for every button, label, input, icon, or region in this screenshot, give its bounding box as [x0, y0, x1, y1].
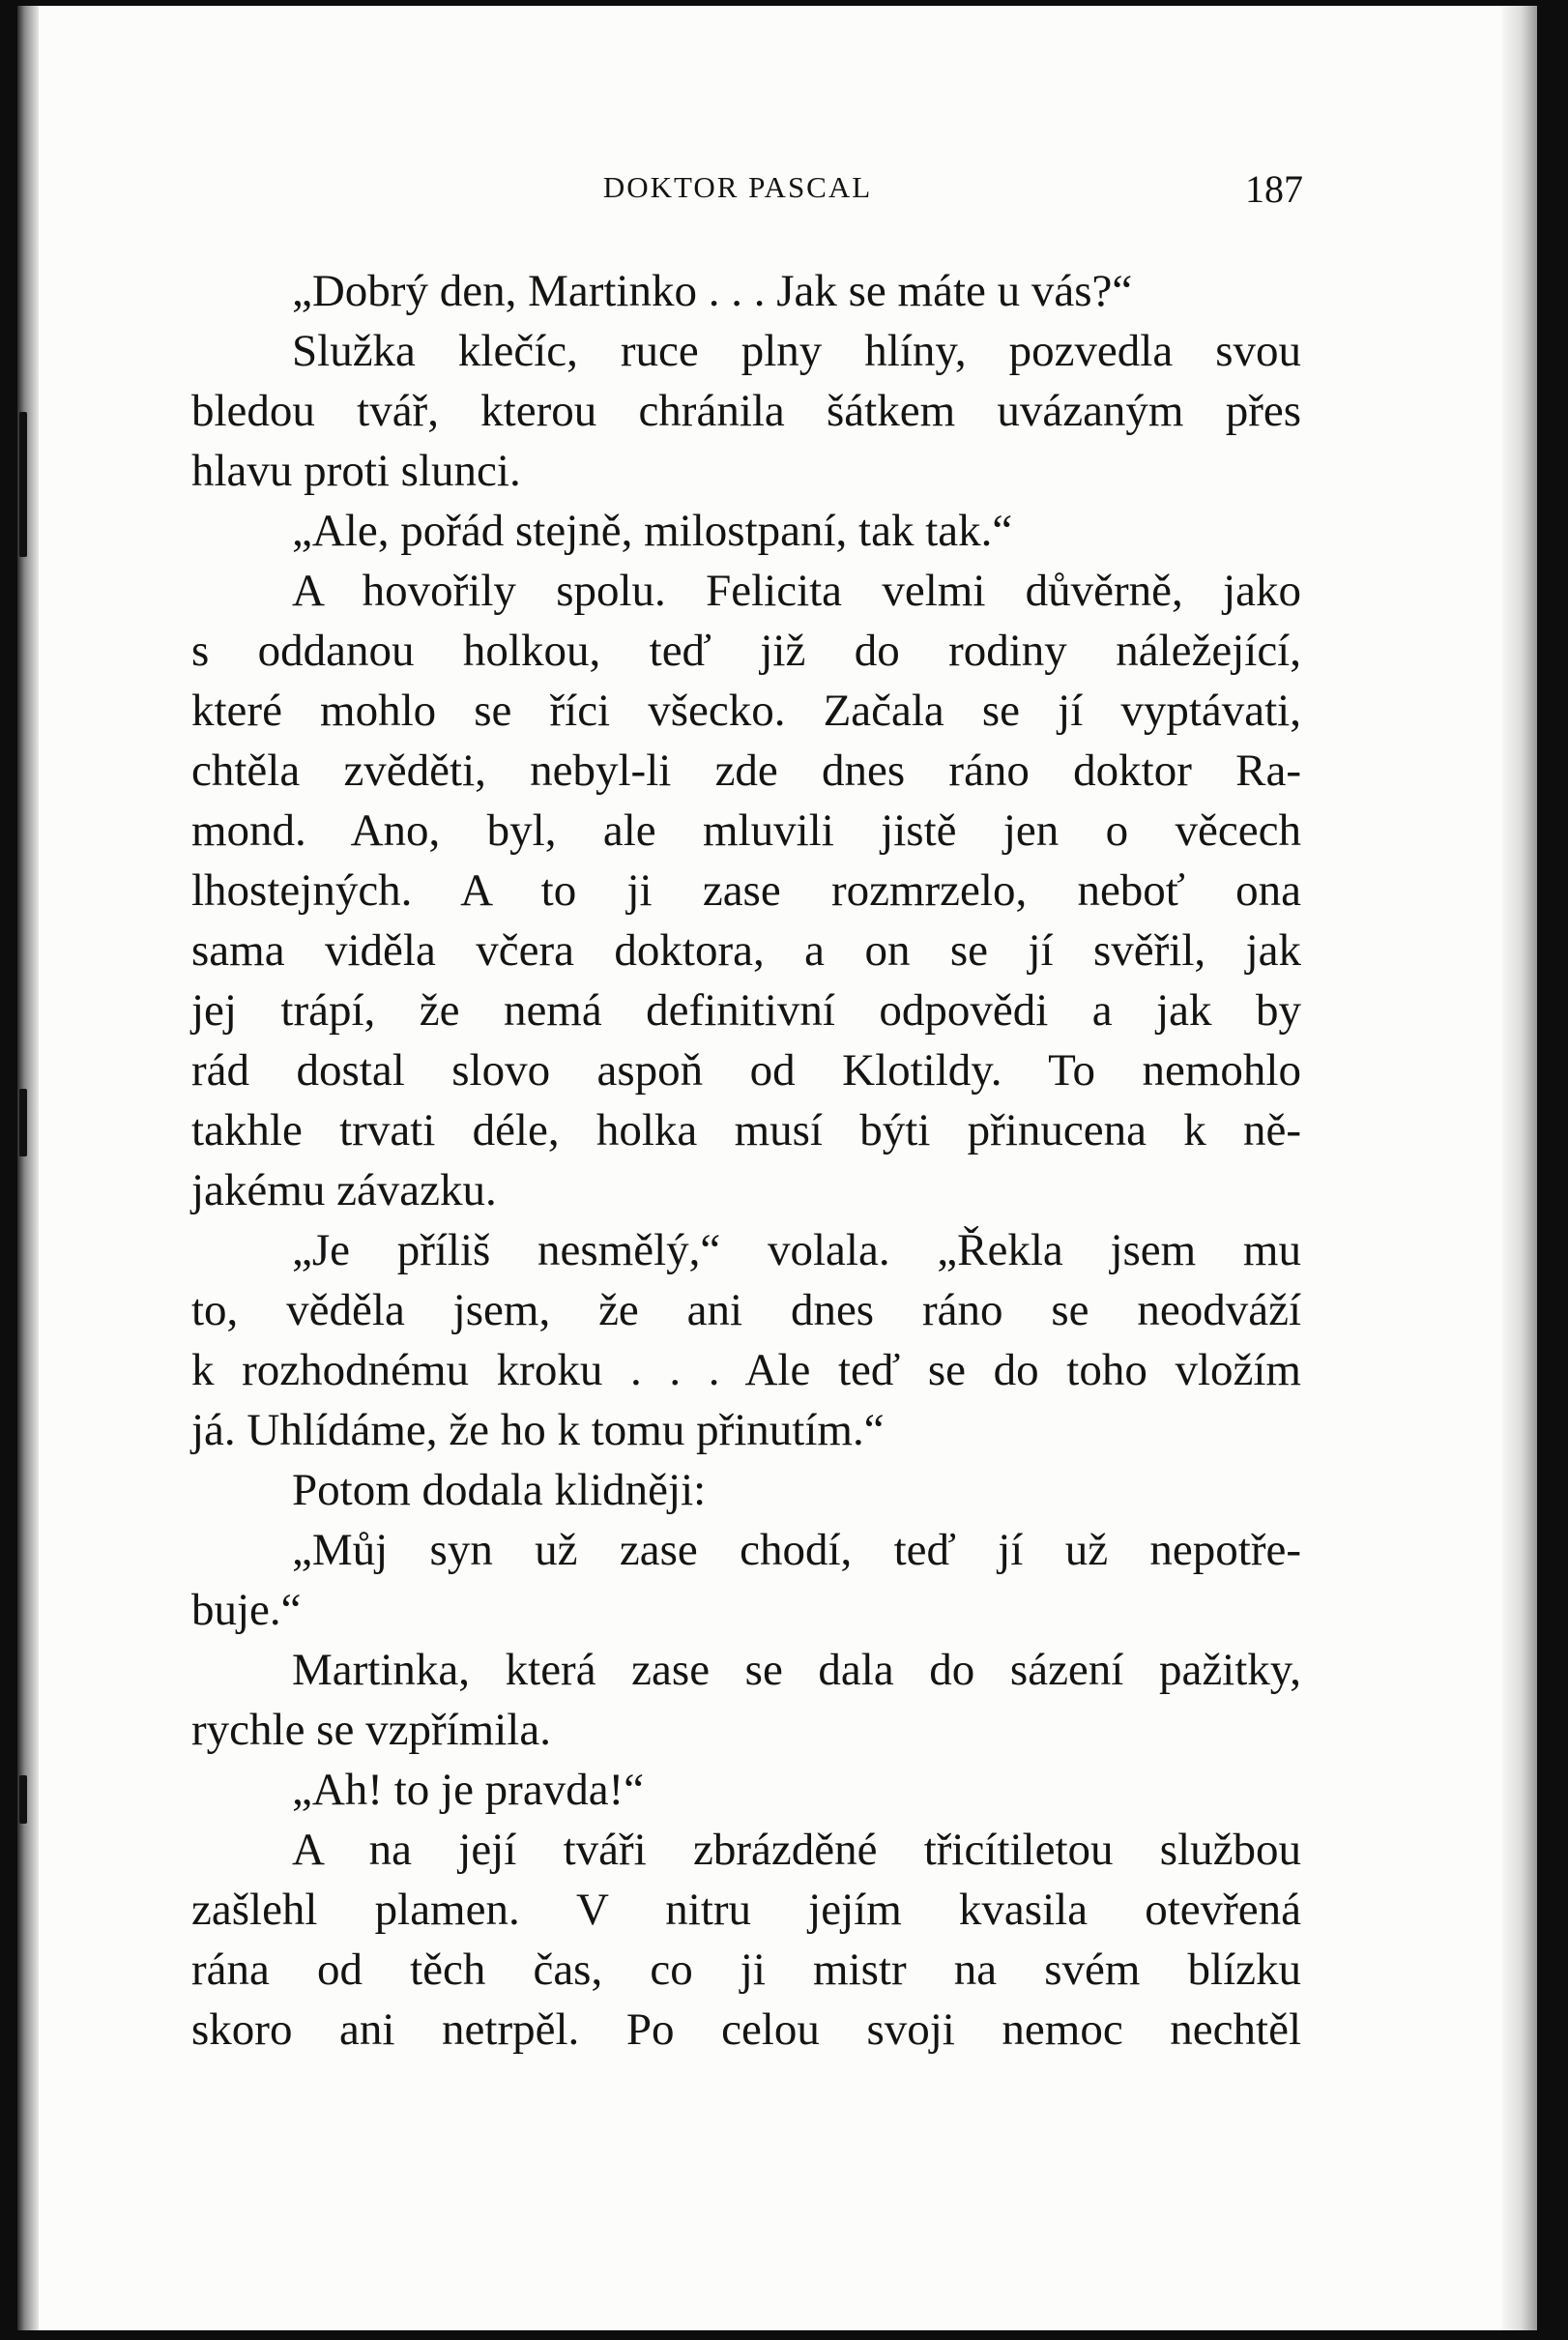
text-line: rychle se vzpřímila. [191, 1705, 551, 1755]
gutter-mark [19, 1089, 27, 1156]
text-line: Služka klečíc, ruce plny hlíny, pozvedla svou [292, 326, 1301, 376]
text-line: rána od těch čas, co ji mistr na svém blízku [191, 1945, 1301, 1995]
text-line: Potom dodala klidněji: [292, 1465, 707, 1515]
text-line: „Je příliš nesmělý,“ volala. „Řekla jsem mu [292, 1225, 1301, 1275]
text-line: bledou tvář, kterou chránila šátkem uvázaným přes [191, 386, 1301, 436]
gutter-mark [19, 1775, 27, 1824]
text-line: to, věděla jsem, že ani dnes ráno se neodváží [191, 1285, 1301, 1335]
text-line: Martinka, která zase se dala do sázení pažitky, [292, 1645, 1301, 1695]
text-line: sama viděla včera doktora, a on se jí svěřil, jak [191, 925, 1301, 976]
page-number: 187 [1245, 167, 1303, 211]
text-line: rád dostal slovo aspoň od Klotildy. To nemohlo [191, 1045, 1301, 1096]
text-line: skoro ani netrpěl. Po celou svoji nemoc nechtěl [191, 2004, 1301, 2055]
text-line: „Ah! to je pravda!“ [292, 1765, 645, 1815]
text-line: „Můj syn už zase chodí, teď jí už nepotře- [292, 1525, 1301, 1575]
text-line: já. Uhlídáme, že ho k tomu přinutím.“ [191, 1405, 885, 1455]
gutter-mark [19, 412, 27, 557]
text-line: buje.“ [191, 1585, 302, 1635]
text-line: „Dobrý den, Martinko . . . Jak se máte u vás?“ [292, 266, 1133, 316]
text-line: které mohlo se říci všecko. Začala se jí vyptávati, [191, 686, 1301, 736]
text-line: s oddanou holkou, teď již do rodiny náležející, [191, 626, 1301, 676]
text-line: jakému závazku. [191, 1165, 497, 1215]
text-line: A na její tváři zbrázděné třicítiletou službou [292, 1825, 1301, 1875]
text-line: jej trápí, že nemá definitivní odpovědi a jak by [191, 985, 1301, 1036]
text-line: A hovořily spolu. Felicita velmi důvěrně, jako [292, 566, 1301, 616]
text-line: hlavu proti slunci. [191, 446, 521, 496]
page-edge [1502, 6, 1537, 2330]
text-line: mond. Ano, byl, ale mluvili jistě jen o věcech [191, 805, 1301, 856]
page-gutter-shadow [17, 6, 39, 2330]
text-line: takhle trvati déle, holka musí býti přinucena k ně- [191, 1105, 1301, 1155]
text-line: „Ale, pořád stejně, milostpaní, tak tak.“ [292, 506, 1013, 556]
page-header [172, 166, 1303, 215]
text-line: zašlehl plamen. V nitru jejím kvasila otevřená [191, 1885, 1301, 1935]
text-line: lhostejných. A to ji zase rozmrzelo, neboť ona [191, 865, 1301, 916]
book-page [17, 6, 1537, 2330]
running-title: DOKTOR PASCAL [602, 170, 873, 204]
text-line: chtěla zvěděti, nebyl-li zde dnes ráno doktor Ra- [191, 746, 1301, 796]
text-line: k rozhodnému kroku . . . Ale teď se do toho vložím [191, 1345, 1301, 1395]
body-text [191, 261, 1301, 2060]
